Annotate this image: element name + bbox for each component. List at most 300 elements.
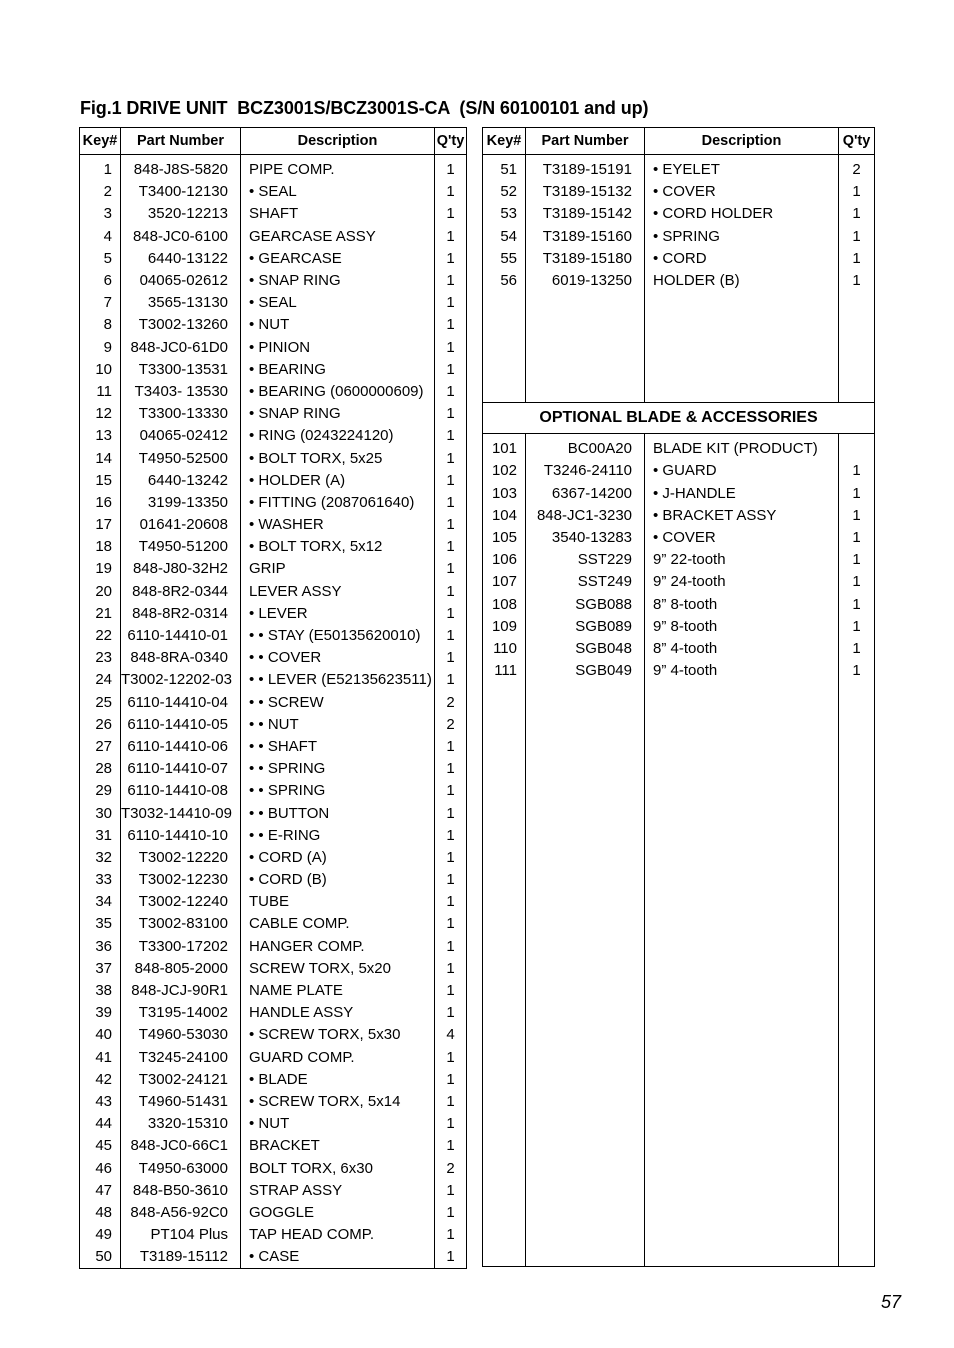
qty-cell: 1 [435,226,467,248]
key-cell: 45 [80,1135,121,1157]
table-row [80,714,467,736]
description-cell: • • COVER [241,647,435,669]
description-cell: • BOLT TORX, 5x12 [241,536,435,558]
section-header-row [483,403,875,434]
table-row [80,847,467,869]
key-cell: 36 [80,936,121,958]
key-cell: 102 [483,460,526,482]
part-number-cell: 848-JC1-3230 [526,505,645,527]
part-number-cell: 3540-13283 [526,527,645,549]
part-number-cell: 01641-20608 [121,514,241,536]
part-number-cell: 6440-13242 [121,470,241,492]
qty-cell: 1 [435,802,467,824]
description-cell: • • SHAFT [241,736,435,758]
description-cell: • SPRING [645,226,839,248]
table-row [80,1113,467,1135]
part-number-cell: T3189-15191 [526,155,645,182]
qty-cell: 1 [435,936,467,958]
qty-cell: 1 [435,381,467,403]
part-number-cell: T3002-83100 [121,913,241,935]
description-cell: • COVER [645,527,839,549]
description-cell: • FITTING (2087061640) [241,492,435,514]
part-number-cell: T3189-15180 [526,248,645,270]
table-row [483,460,875,482]
table-row [483,483,875,505]
qty-cell: 1 [435,203,467,225]
part-number-cell: 6367-14200 [526,483,645,505]
table-row [80,625,467,647]
table-row [80,1246,467,1269]
header-qty: Q'ty [839,128,875,155]
qty-cell: 1 [435,1246,467,1269]
part-number-cell: T3002-12202-03 [121,669,241,691]
part-number-cell: 848-J80-32H2 [121,558,241,580]
key-cell: 42 [80,1069,121,1091]
key-cell: 16 [80,492,121,514]
qty-cell: 1 [435,1135,467,1157]
description-cell: CABLE COMP. [241,913,435,935]
table-row [80,669,467,691]
key-cell: 110 [483,638,526,660]
qty-cell: 1 [435,603,467,625]
qty-cell: 1 [839,270,875,292]
description-cell: • COVER [645,181,839,203]
part-number-cell: 3520-12213 [121,203,241,225]
part-number-cell: 3320-15310 [121,1113,241,1135]
part-number-cell: 6110-14410-07 [121,758,241,780]
part-number-cell: T4960-53030 [121,1024,241,1046]
key-cell: 26 [80,714,121,736]
table-row [483,203,875,225]
description-cell: HANGER COMP. [241,936,435,958]
key-cell: 14 [80,447,121,469]
key-cell: 10 [80,359,121,381]
description-cell: GOGGLE [241,1202,435,1224]
qty-cell: 1 [839,571,875,593]
description-cell: • CORD (B) [241,869,435,891]
qty-cell: 2 [435,692,467,714]
part-number-cell: 04065-02612 [121,270,241,292]
part-number-cell: T3002-12220 [121,847,241,869]
description-cell: GRIP [241,558,435,580]
description-cell: • RING (0243224120) [241,425,435,447]
qty-cell: 1 [435,1180,467,1202]
part-number-cell: 6110-14410-06 [121,736,241,758]
table-row [483,549,875,571]
description-cell: • LEVER [241,603,435,625]
qty-cell: 1 [435,1202,467,1224]
key-cell: 32 [80,847,121,869]
key-cell: 6 [80,270,121,292]
description-cell: • BRACKET ASSY [645,505,839,527]
description-cell: • CORD (A) [241,847,435,869]
key-cell: 44 [80,1113,121,1135]
key-cell: 23 [80,647,121,669]
description-cell: • NUT [241,1113,435,1135]
header-description: Description [645,128,839,155]
part-number-cell: T3189-15142 [526,203,645,225]
part-number-cell: 6440-13122 [121,248,241,270]
part-number-cell: T3403- 13530 [121,381,241,403]
header-key: Key# [483,128,526,155]
qty-cell: 1 [435,1002,467,1024]
key-cell: 37 [80,958,121,980]
key-cell: 8 [80,314,121,336]
qty-cell: 1 [435,447,467,469]
part-number-cell: 6110-14410-05 [121,714,241,736]
table-row [80,1180,467,1202]
qty-cell: 1 [435,248,467,270]
description-cell: GEARCASE ASSY [241,226,435,248]
description-cell: • BOLT TORX, 5x25 [241,447,435,469]
part-number-cell: 848-8RA-0340 [121,647,241,669]
description-cell: • CASE [241,1246,435,1269]
part-number-cell: T3400-12130 [121,181,241,203]
part-number-cell: 3199-13350 [121,492,241,514]
qty-cell [839,434,875,461]
table-row [80,425,467,447]
blank-row [483,314,875,336]
table-row [483,155,875,182]
table-row [483,505,875,527]
part-number-cell: 04065-02412 [121,425,241,447]
part-number-cell: 848-JC0-66C1 [121,1135,241,1157]
description-cell: TUBE [241,891,435,913]
qty-cell: 1 [435,514,467,536]
table-row [80,1091,467,1113]
part-number-cell: SGB048 [526,638,645,660]
description-cell: • PINION [241,337,435,359]
part-number-cell: SGB049 [526,660,645,682]
table-row [80,1135,467,1157]
key-cell: 29 [80,780,121,802]
description-cell: • SNAP RING [241,270,435,292]
qty-cell: 1 [839,527,875,549]
qty-cell: 1 [839,593,875,615]
qty-cell: 1 [435,270,467,292]
qty-cell: 2 [435,714,467,736]
table-row [483,270,875,292]
table-row [80,492,467,514]
key-cell: 33 [80,869,121,891]
description-cell: STRAP ASSY [241,1180,435,1202]
description-cell: • J-HANDLE [645,483,839,505]
description-cell: 9” 22-tooth [645,549,839,571]
table-row [80,1202,467,1224]
table-row [80,581,467,603]
qty-cell: 1 [435,891,467,913]
key-cell: 109 [483,616,526,638]
part-number-cell: 6110-14410-04 [121,692,241,714]
key-cell: 105 [483,527,526,549]
description-cell: • EYELET [645,155,839,182]
description-cell: TAP HEAD COMP. [241,1224,435,1246]
table-row [80,314,467,336]
qty-cell: 1 [435,536,467,558]
part-number-cell: 848-JC0-6100 [121,226,241,248]
key-cell: 3 [80,203,121,225]
qty-cell: 1 [435,425,467,447]
table-row [80,203,467,225]
table-row [80,248,467,270]
blank-row [483,358,875,380]
qty-cell: 2 [839,155,875,182]
key-cell: 9 [80,337,121,359]
description-cell: HANDLE ASSY [241,1002,435,1024]
header-part-number: Part Number [121,128,241,155]
key-cell: 13 [80,425,121,447]
part-number-cell: T3300-13531 [121,359,241,381]
qty-cell: 1 [435,669,467,691]
key-cell: 35 [80,913,121,935]
table-row [80,913,467,935]
key-cell: 19 [80,558,121,580]
table-row [80,1002,467,1024]
table-row [80,647,467,669]
description-cell: SCREW TORX, 5x20 [241,958,435,980]
qty-cell: 1 [839,660,875,682]
qty-cell: 1 [435,1091,467,1113]
table-row [483,660,875,682]
part-number-cell: T3002-24121 [121,1069,241,1091]
qty-cell: 1 [839,505,875,527]
table-row [80,1047,467,1069]
description-cell: • • BUTTON [241,802,435,824]
blank-row [483,336,875,358]
key-cell: 43 [80,1091,121,1113]
header-key: Key# [80,128,121,155]
qty-cell: 4 [435,1024,467,1046]
key-cell: 52 [483,181,526,203]
qty-cell: 1 [435,581,467,603]
description-cell: • SEAL [241,181,435,203]
key-cell: 39 [80,1002,121,1024]
table-row [80,825,467,847]
table-row [80,470,467,492]
qty-cell: 1 [839,549,875,571]
part-number-cell: 848-J8S-5820 [121,155,241,182]
key-cell: 15 [80,470,121,492]
qty-cell: 1 [435,1224,467,1246]
key-cell: 7 [80,292,121,314]
key-cell: 41 [80,1047,121,1069]
qty-cell: 1 [435,314,467,336]
qty-cell: 1 [435,403,467,425]
description-cell: • GUARD [645,460,839,482]
description-cell: 8” 8-tooth [645,593,839,615]
description-cell: • • SPRING [241,758,435,780]
qty-cell: 1 [435,155,467,182]
filler-row [483,682,875,1266]
table-row [483,527,875,549]
table-row [483,571,875,593]
table-header [80,128,467,155]
qty-cell: 1 [435,958,467,980]
key-cell: 111 [483,660,526,682]
key-cell: 21 [80,603,121,625]
table-row [80,869,467,891]
part-number-cell: 6110-14410-01 [121,625,241,647]
qty-cell: 1 [435,492,467,514]
qty-cell: 1 [435,869,467,891]
key-cell: 5 [80,248,121,270]
qty-cell: 1 [435,292,467,314]
key-cell: 48 [80,1202,121,1224]
table-row [80,226,467,248]
table-row [80,155,467,182]
table-row [80,758,467,780]
page-number: 57 [880,1292,901,1312]
blank-row [483,380,875,403]
part-number-cell: 848-8R2-0314 [121,603,241,625]
description-cell: BOLT TORX, 6x30 [241,1157,435,1179]
key-cell: 4 [80,226,121,248]
part-number-cell: 848-JCJ-90R1 [121,980,241,1002]
part-number-cell: 848-JC0-61D0 [121,337,241,359]
qty-cell: 1 [435,847,467,869]
header-qty: Q'ty [435,128,467,155]
key-cell: 2 [80,181,121,203]
description-cell: • HOLDER (A) [241,470,435,492]
part-number-cell: 848-805-2000 [121,958,241,980]
part-number-cell: BC00A20 [526,434,645,461]
table-row [80,780,467,802]
description-cell: 9” 24-tooth [645,571,839,593]
part-number-cell: T3002-12230 [121,869,241,891]
description-cell: • • NUT [241,714,435,736]
header-part-number: Part Number [526,128,645,155]
table-row [80,447,467,469]
description-cell: • NUT [241,314,435,336]
key-cell: 27 [80,736,121,758]
table-row [80,514,467,536]
table-row [80,603,467,625]
part-number-cell: 6110-14410-10 [121,825,241,847]
description-cell: SHAFT [241,203,435,225]
description-cell: • SNAP RING [241,403,435,425]
description-cell: HOLDER (B) [645,270,839,292]
table-row [80,802,467,824]
table-row [80,403,467,425]
qty-cell: 1 [435,1113,467,1135]
qty-cell: 1 [435,181,467,203]
description-cell: • • SPRING [241,780,435,802]
qty-cell: 1 [435,1069,467,1091]
description-cell: LEVER ASSY [241,581,435,603]
description-cell: • GEARCASE [241,248,435,270]
part-number-cell: T3002-12240 [121,891,241,913]
qty-cell: 1 [839,226,875,248]
qty-cell: 1 [839,483,875,505]
description-cell: • • SCREW [241,692,435,714]
table-row [80,1157,467,1179]
key-cell: 18 [80,536,121,558]
part-number-cell: 6110-14410-08 [121,780,241,802]
key-cell: 11 [80,381,121,403]
description-cell: • CORD HOLDER [645,203,839,225]
part-number-cell: T3032-14410-09 [121,802,241,824]
table-row [483,226,875,248]
table-row [80,337,467,359]
qty-cell: 1 [435,647,467,669]
key-cell: 31 [80,825,121,847]
part-number-cell: T4950-51200 [121,536,241,558]
table-row [80,536,467,558]
description-cell: • • STAY (E50135620010) [241,625,435,647]
key-cell: 22 [80,625,121,647]
key-cell: 108 [483,593,526,615]
qty-cell: 1 [435,758,467,780]
table-row [80,980,467,1002]
table-row [80,359,467,381]
description-cell: • BLADE [241,1069,435,1091]
table-row [80,1069,467,1091]
table-row [80,936,467,958]
part-number-cell: 848-B50-3610 [121,1180,241,1202]
part-number-cell: SST229 [526,549,645,571]
part-number-cell: T3246-24110 [526,460,645,482]
key-cell: 1 [80,155,121,182]
part-number-cell: SGB088 [526,593,645,615]
header-description: Description [241,128,435,155]
part-number-cell: T4960-51431 [121,1091,241,1113]
part-number-cell: 848-A56-92C0 [121,1202,241,1224]
part-number-cell: 848-8R2-0344 [121,581,241,603]
table-row [483,616,875,638]
key-cell: 34 [80,891,121,913]
part-number-cell: T3189-15112 [121,1246,241,1269]
key-cell: 12 [80,403,121,425]
key-cell: 49 [80,1224,121,1246]
key-cell: 55 [483,248,526,270]
key-cell: 28 [80,758,121,780]
key-cell: 24 [80,669,121,691]
page-title: Fig.1 DRIVE UNIT BCZ3001S/BCZ3001S-CA (S/N 60100101 and up) [80,98,649,118]
table-row [80,292,467,314]
qty-cell: 1 [435,980,467,1002]
table-row [80,1024,467,1046]
description-cell: • SCREW TORX, 5x30 [241,1024,435,1046]
description-cell: • CORD [645,248,839,270]
key-cell: 30 [80,802,121,824]
table-row [80,270,467,292]
qty-cell: 1 [839,616,875,638]
part-number-cell: T3195-14002 [121,1002,241,1024]
qty-cell: 1 [839,638,875,660]
description-cell: • SCREW TORX, 5x14 [241,1091,435,1113]
qty-cell: 1 [435,1047,467,1069]
part-number-cell: T3245-24100 [121,1047,241,1069]
part-number-cell: T3300-13330 [121,403,241,425]
key-cell: 46 [80,1157,121,1179]
key-cell: 101 [483,434,526,461]
description-cell: • WASHER [241,514,435,536]
table-row [80,891,467,913]
table-row [80,381,467,403]
description-cell: PIPE COMP. [241,155,435,182]
part-number-cell: 6019-13250 [526,270,645,292]
qty-cell: 1 [435,780,467,802]
description-cell: 9” 8-tooth [645,616,839,638]
table-row [483,181,875,203]
qty-cell: 1 [435,913,467,935]
part-number-cell: T3189-15132 [526,181,645,203]
key-cell: 104 [483,505,526,527]
part-number-cell: SST249 [526,571,645,593]
qty-cell: 1 [435,359,467,381]
parts-table-left [79,127,467,1269]
description-cell: • BEARING (0600000609) [241,381,435,403]
